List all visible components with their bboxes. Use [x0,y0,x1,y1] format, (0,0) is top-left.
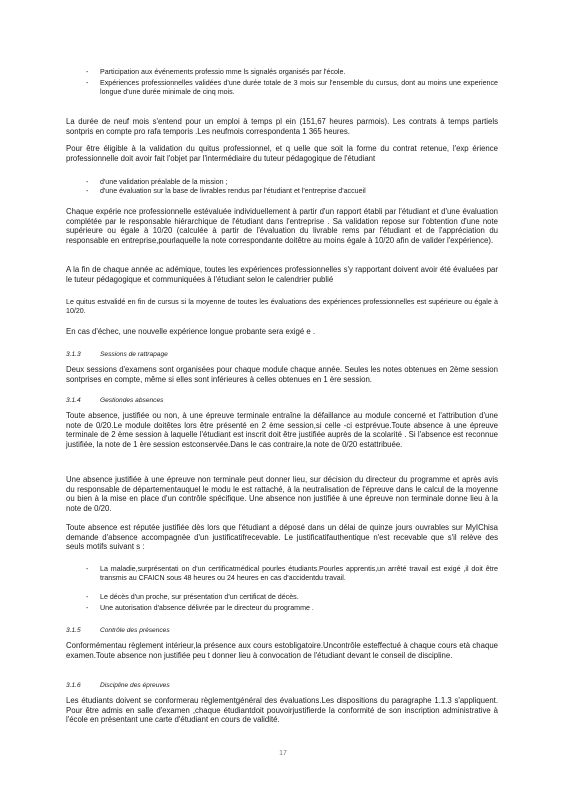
section-title: Gestiondes absences [100,397,164,404]
page-number: 17 [279,750,287,757]
section-title: Contrôle des présences [100,627,170,634]
paragraph-fin-cursus: Le quitus estvalidé en fin de cursus si la moyenne de toutes les évaluations des expériences professionnelles est supérieure ou égale à 10/20. [66,298,498,315]
section-title: Discipline des épreuves [100,682,170,689]
list-item: Participation aux événements professio mme ls signalés organisés par l'école. [100,68,346,76]
list-item: Expériences professionnelles validées d'une durée totale de 3 mois sur l'ensemble du cursus, dont au moins une experience longue d'une durée minimale de cinq mois. [100,79,498,96]
paragraph-presences: Conformémentau règlement intérieur,la présence aux cours estobligatoire.Uncontrôle esteffectué à chaque cours età chaque examen.Toute absence non justifiée peu t donner lieu à convocation de l'étudiant devant le conseil de discipline. [66,641,498,660]
bullet-dash: - [86,604,89,612]
paragraph-absence-1: Toute absence, justifiée ou non, à une épreuve terminale entraîne la défaillance au module concerné et l'attribution d'une note de 0/20.Le module doitêtes lors être présenté en 2 ème session,si celle -ci estprévue.Toute absence à une épreuve terminale de 2 ème session à laquelle l'étudiant est inscrit doit être justifiée auprès de la scolarité . Si l'absence est reconnue justifiée, la note de 1 ère session estconservée.Dans le cas contraire,la note de 0/20 estattribuée. [66,411,498,449]
list-item: d'une évaluation sur la base de livrables rendus par l'étudiant et l'entreprise d'accueil [100,187,366,195]
bullet-dash: - [86,68,89,76]
section-number: 3.1.6 [66,682,81,689]
section-title: Sessions de rattrapage [100,351,168,358]
list-item: Le décès d'un proche, sur présentation d'un certificat de décès. [100,593,299,601]
bullet-dash: - [86,79,89,87]
paragraph-quitus: Pour être éligible à la validation du quitus professionnel, et q uelle que soit la forme du contrat retenue, l'exp érience professionnelle doit avoir fait l'objet par l'intermédiaire du tuteur pédagogique de l'étudiant [66,144,498,163]
bullet-dash: - [86,593,89,601]
list-item: d'une validation préalable de la mission ; [100,178,228,186]
bullet-dash: - [86,178,89,186]
bullet-dash: - [86,187,89,195]
section-heading-3-1-6 [66,682,170,690]
section-heading-3-1-4 [66,397,163,405]
section-number: 3.1.3 [66,351,81,358]
list-item: La maladie,surprésentati on d'un certificatmédical pourles étudiants.Pourles apprentis,un arrêté travail est exigé ,il doit être transmis au CFAICN sous 48 heures ou 24 heures en cas d'accidentdu travail. [100,565,498,582]
section-number: 3.1.5 [66,627,81,634]
paragraph-absence-3: Toute absence est réputée justifiée dès lors que l'étudiant a déposé dans un délai de quinze jours ouvrables sur MyIChisa demande d'absence accompagnée d'un justificatifrecevable. Le justificatifauthentique n'est recevable que s'il relève des seuls motifs suivant s : [66,523,498,552]
bullet-dash: - [86,565,89,573]
paragraph-echec: En cas d'échec, une nouvelle expérience longue probante sera exigé e . [66,327,315,336]
paragraph-evaluation: Chaque expérie nce professionnelle estévaluée individuellement à partir d'un rapport établi par l'étudiant et d'une évaluation complétée par le responsable hiérarchique de l'étudiant dans l'entreprise . Sa validation repose sur l'obtention d'une note supérieure ou égale à 10/20 (calculée à partir de l'évaluation du livrable rems par l'étudiant et de l'appréciation du responsable en entreprise,pourlaquelle la note correspondante doitêtre au moins égale à 10/20 afin de valider l'expérience). [66,207,498,245]
section-heading-3-1-5 [66,627,170,635]
paragraph-discipline: Les étudiants doivent se conformerau règlementgénéral des évaluations.Les dispositions du paragraphe 1.1.3 s'appliquent. Pour être admis en salle d'examen ,chaque étudiantdoit pouvoirjustifierde la conformité de son inscription administrative à l'école en présentant une carte d'étudiant en cours de validité. [66,696,498,725]
section-heading-3-1-3 [66,351,168,359]
section-number: 3.1.4 [66,397,81,404]
paragraph-duree: La durée de neuf mois s'entend pour un emploi à temps pl ein (151,67 heures parmois). Les contrats à temps partiels sontpris en compte pro rafa temporis .Les neufmois correspondenta 1 365 heures. [66,117,498,136]
paragraph-sessions: Deux sessions d'examens sont organisées pour chaque module chaque année. Seules les notes obtenues en 2ème session sontprises en compte, même si elles sont inférieures à celles obtenues en 1 ère session. [66,365,498,384]
list-item: Une autorisation d'absence délivrée par le directeur du programme . [100,604,314,612]
paragraph-fin-annee: A la fin de chaque année ac adémique, toutes les expériences professionnelles s'y rapportant doivent avoir été évaluées par le tuteur pédagogique et communiquées à l'étudiant selon le calendrier publié [66,265,498,284]
paragraph-absence-2: Une absence justifiée à une épreuve non terminale peut donner lieu, sur décision du directeur du programme et après avis du responsable de départementauquel le modu le est rattaché, à la neutralisation de l'épreuve dans le calcul de la moyenne ou bien à la mise en place d'un contrôle spécifique. Une absence non justifiée à une épreuve non terminale donne lieu à la note de 0/20. [66,475,498,513]
